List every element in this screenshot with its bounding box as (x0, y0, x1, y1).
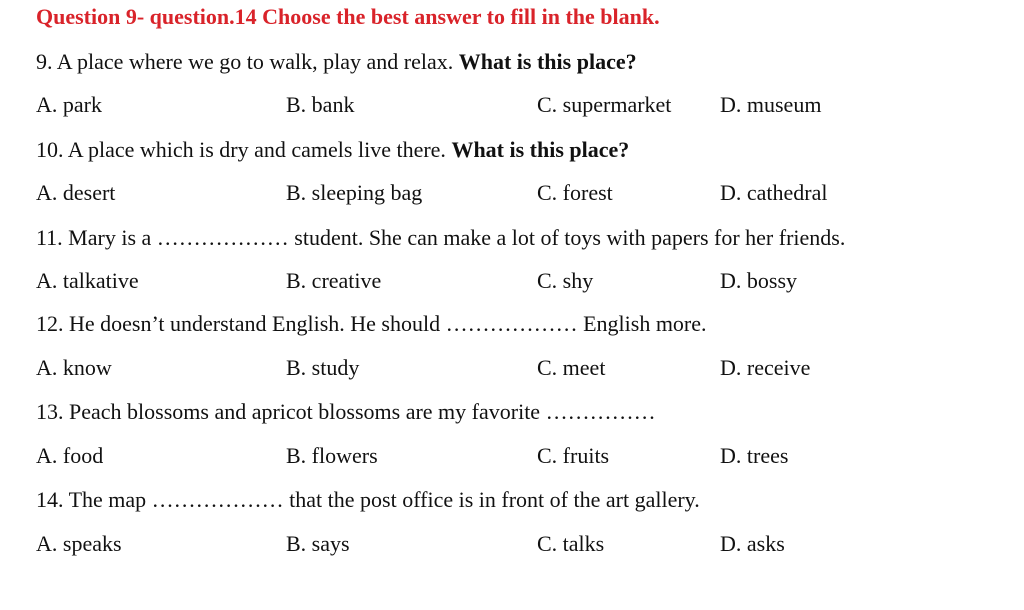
option-b: B. bank (286, 92, 355, 117)
option-c: C. forest (537, 180, 613, 205)
question-14 (36, 487, 700, 513)
option-d: D. trees (720, 443, 789, 468)
option-a: A. talkative (36, 268, 139, 293)
question-13 (36, 399, 656, 425)
question-stem: 10. A place which is dry and camels live there. (36, 137, 452, 162)
question-stem: 13. Peach blossoms and apricot blossoms are my favorite …………… (36, 399, 656, 424)
option-c: C. meet (537, 355, 606, 380)
question-stem-bold: What is this place? (451, 137, 630, 162)
question-stem: 14. The map ……………… that the post office is in front of the art gallery. (36, 487, 700, 512)
option-d: D. cathedral (720, 180, 828, 205)
question-stem-bold: What is this place? (458, 49, 637, 74)
question-10 (36, 137, 629, 163)
option-b: B. flowers (286, 443, 378, 468)
question-9 (36, 49, 637, 75)
option-a: A. desert (36, 180, 116, 205)
question-stem: 12. He doesn’t understand English. He should ……………… English more. (36, 311, 707, 336)
option-b: B. says (286, 531, 350, 556)
question-stem: 11. Mary is a ……………… student. She can make a lot of toys with papers for her friends. (36, 225, 846, 250)
option-a: A. park (36, 92, 102, 117)
option-c: C. talks (537, 531, 605, 556)
worksheet-heading: Question 9- question.14 Choose the best answer to fill in the blank. (36, 4, 660, 29)
option-a: A. speaks (36, 531, 122, 556)
option-d: D. receive (720, 355, 811, 380)
option-d: D. museum (720, 92, 822, 117)
option-c: C. supermarket (537, 92, 672, 117)
option-a: A. know (36, 355, 112, 380)
question-stem: 9. A place where we go to walk, play and relax. (36, 49, 459, 74)
option-d: D. asks (720, 531, 785, 556)
question-12 (36, 311, 707, 337)
option-b: B. study (286, 355, 360, 380)
option-c: C. fruits (537, 443, 610, 468)
option-b: B. sleeping bag (286, 180, 423, 205)
option-b: B. creative (286, 268, 382, 293)
option-a: A. food (36, 443, 104, 468)
question-11 (36, 225, 845, 251)
option-c: C. shy (537, 268, 594, 293)
option-d: D. bossy (720, 268, 798, 293)
